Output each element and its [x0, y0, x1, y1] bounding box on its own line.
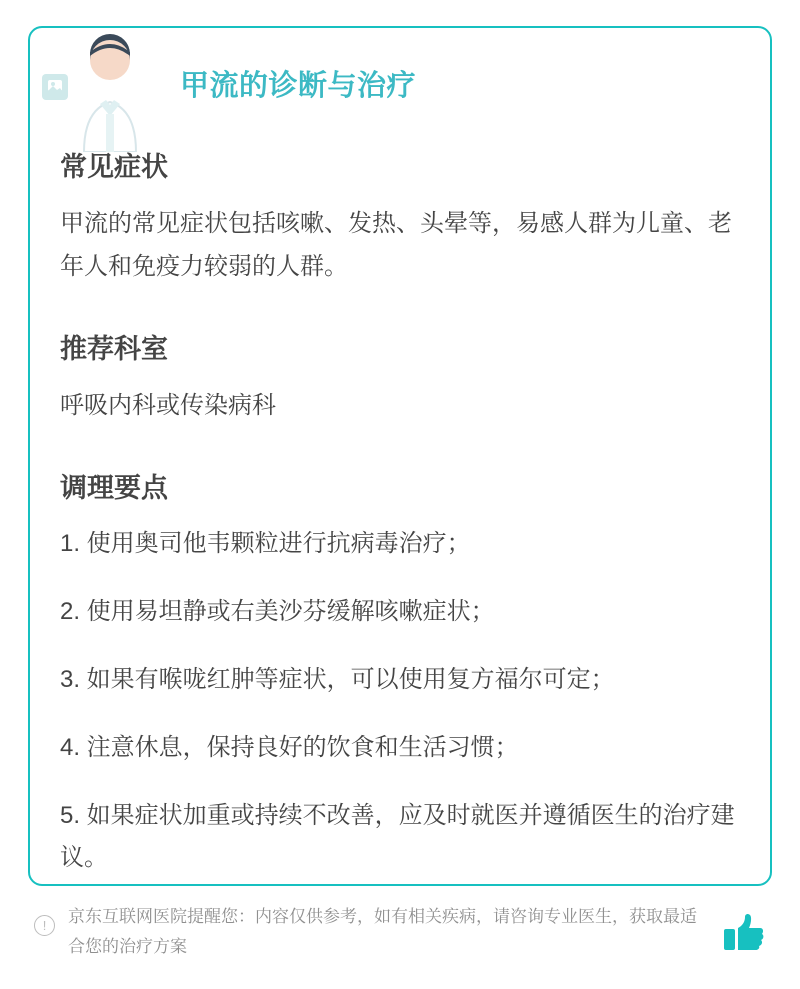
- warning-icon: !: [34, 915, 55, 936]
- list-item: 2. 使用易坦静或右美沙芬缓解咳嗽症状；: [60, 598, 495, 625]
- list-item: 3. 如果有喉咙红肿等症状，可以使用复方福尔可定；: [60, 666, 615, 693]
- list-item: 4. 注意休息，保持良好的饮食和生活习惯；: [60, 734, 519, 761]
- section-heading-care-points: 调理要点: [60, 473, 168, 503]
- section-text-department: 呼吸内科或传染病科: [60, 392, 276, 419]
- page-title: 甲流的诊断与治疗: [180, 70, 417, 102]
- article-card: [28, 26, 772, 886]
- article-content: [60, 66, 746, 879]
- thumbs-up-icon[interactable]: [720, 910, 766, 956]
- list-item: 1. 使用奥司他韦颗粒进行抗病毒治疗；: [60, 530, 471, 557]
- list-item: 5. 如果症状加重或持续不改善，应及时就医并遵循医生的治疗建议。: [60, 802, 735, 871]
- section-heading-department: 推荐科室: [60, 334, 168, 364]
- care-points-list: [60, 523, 746, 879]
- disclaimer-text: 京东互联网医院提醒您：内容仅供参考，如有相关疾病，请咨询专业医生，获取最适合您的治疗方案: [68, 907, 697, 956]
- footer-disclaimer: [28, 902, 772, 972]
- section-heading-symptoms: 常见症状: [60, 152, 168, 182]
- section-text-symptoms: 甲流的常见症状包括咳嗽、发热、头晕等，易感人群为儿童、老年人和免疫力较弱的人群。: [60, 210, 732, 280]
